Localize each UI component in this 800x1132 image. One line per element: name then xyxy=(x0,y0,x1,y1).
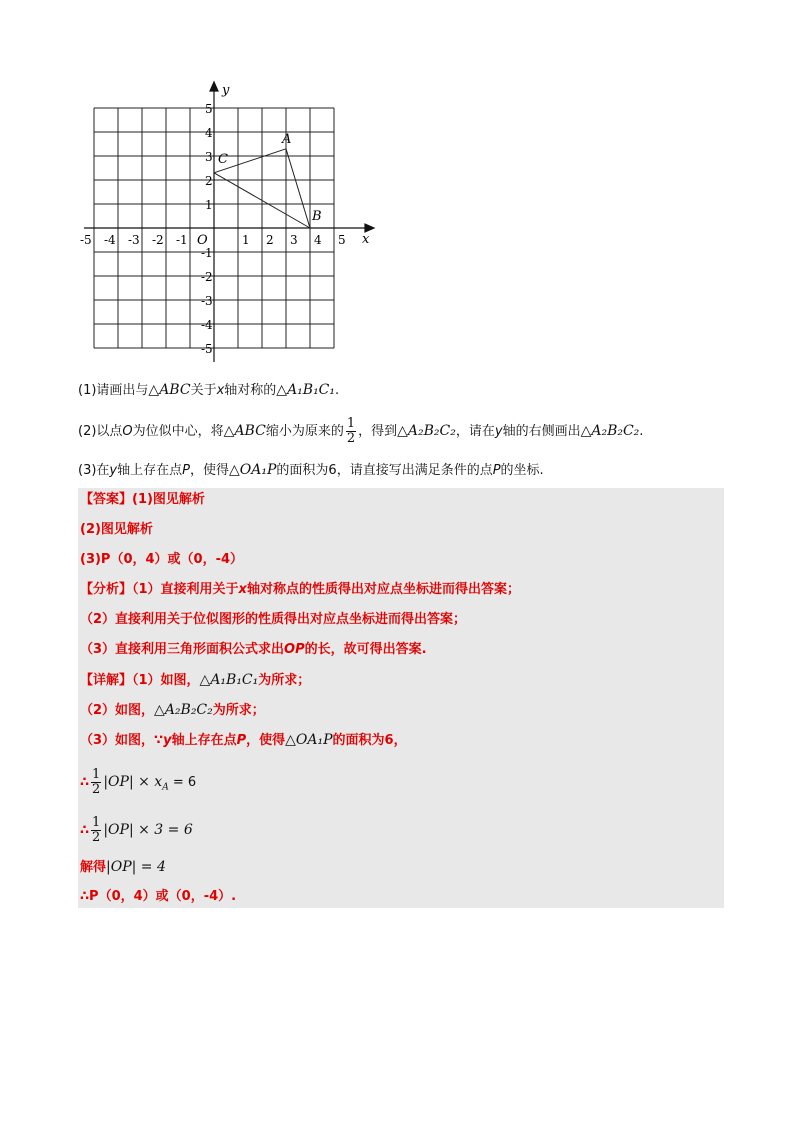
y-tick-label: -3 xyxy=(201,294,213,308)
x-axis-arrow-icon xyxy=(365,224,374,232)
x-tick-label: 4 xyxy=(314,233,322,247)
equation-line-2: ∴ $\frac{1}{2}$ |OP| × 3 = 6 xyxy=(80,815,193,845)
question-2: (2)以点O为位似中心，将△ABC缩小为原来的 $\frac{1}{2}$ ，得到△A₂B₂C₂，请在y轴的右侧画出△A₂B₂C₂. xyxy=(78,416,644,446)
y-tick-label: -4 xyxy=(201,318,213,332)
x-axis-label: x xyxy=(362,232,370,247)
y-tick-labels xyxy=(201,102,213,356)
fraction-one-half: $\frac{1}{2}$ xyxy=(92,815,101,845)
analysis-line-1: 【分析】（1）直接利用关于x轴对称点的性质得出对应点坐标进而得出答案； xyxy=(80,582,520,597)
equation-line-3: 解得|OP| = 4 xyxy=(80,859,166,875)
detail-line-2: （2）如图，△A₂B₂C₂为所求； xyxy=(80,702,265,718)
y-tick-label: 3 xyxy=(205,150,213,164)
answer-line-3: (3)P（0，4）或（0，-4） xyxy=(80,552,244,567)
axes xyxy=(84,82,374,362)
final-answer: ∴P（0，4）或（0，-4）. xyxy=(80,889,237,904)
y-tick-label: -5 xyxy=(201,342,213,356)
x-tick-label: -5 xyxy=(80,233,92,247)
coordinate-graph xyxy=(78,78,388,368)
y-tick-label: 4 xyxy=(205,126,213,140)
y-axis-arrow-icon xyxy=(210,82,218,91)
answer-line-1: 【答案】(1)图见解析 xyxy=(80,492,205,507)
x-tick-label: -1 xyxy=(176,233,188,247)
fraction-one-half: $\frac{1}{2}$ xyxy=(92,767,101,797)
x-tick-label: 5 xyxy=(338,233,346,247)
point-labels xyxy=(218,132,322,224)
point-label-B: B xyxy=(312,209,322,224)
question-3: (3)在y轴上存在点P，使得△OA₁P的面积为6，请直接写出满足条件的点P的坐标. xyxy=(78,462,544,478)
point-label-A: A xyxy=(282,131,292,147)
point-label-C: C xyxy=(218,151,228,167)
origin-label: O xyxy=(197,233,208,248)
detail-line-1: 【详解】（1）如图，△A₁B₁C₁为所求； xyxy=(80,672,311,688)
y-tick-label: 5 xyxy=(205,102,213,116)
x-tick-label: -4 xyxy=(104,233,116,247)
y-axis-label: y xyxy=(222,83,230,98)
y-tick-label: -1 xyxy=(201,246,213,260)
question-1: (1)请画出与△ABC关于x轴对称的△A₁B₁C₁. xyxy=(78,382,340,398)
y-tick-label: 2 xyxy=(205,174,213,188)
x-tick-label: -2 xyxy=(152,233,164,247)
y-tick-label: 1 xyxy=(205,198,213,212)
equation-line-1: ∴ $\frac{1}{2}$ $|OP| \times x_A = 6$ xyxy=(80,767,197,797)
answer-line-2: (2)图见解析 xyxy=(80,522,153,537)
x-tick-label: 2 xyxy=(266,233,274,247)
analysis-line-2: （2）直接利用关于位似图形的性质得出对应点坐标进而得出答案； xyxy=(80,612,467,627)
y-tick-label: -2 xyxy=(201,270,213,284)
x-tick-label: -3 xyxy=(128,233,140,247)
analysis-line-3: （3）直接利用三角形面积公式求出OP的长，故可得出答案. xyxy=(80,642,427,657)
detail-line-3: （3）如图，∵y轴上存在点P，使得△OA₁P的面积为6， xyxy=(80,732,407,748)
x-tick-label: 1 xyxy=(242,233,250,247)
x-tick-label: 3 xyxy=(290,233,298,247)
fraction-one-half: $\frac{1}{2}$ xyxy=(346,416,356,446)
x-tick-labels xyxy=(80,233,346,247)
